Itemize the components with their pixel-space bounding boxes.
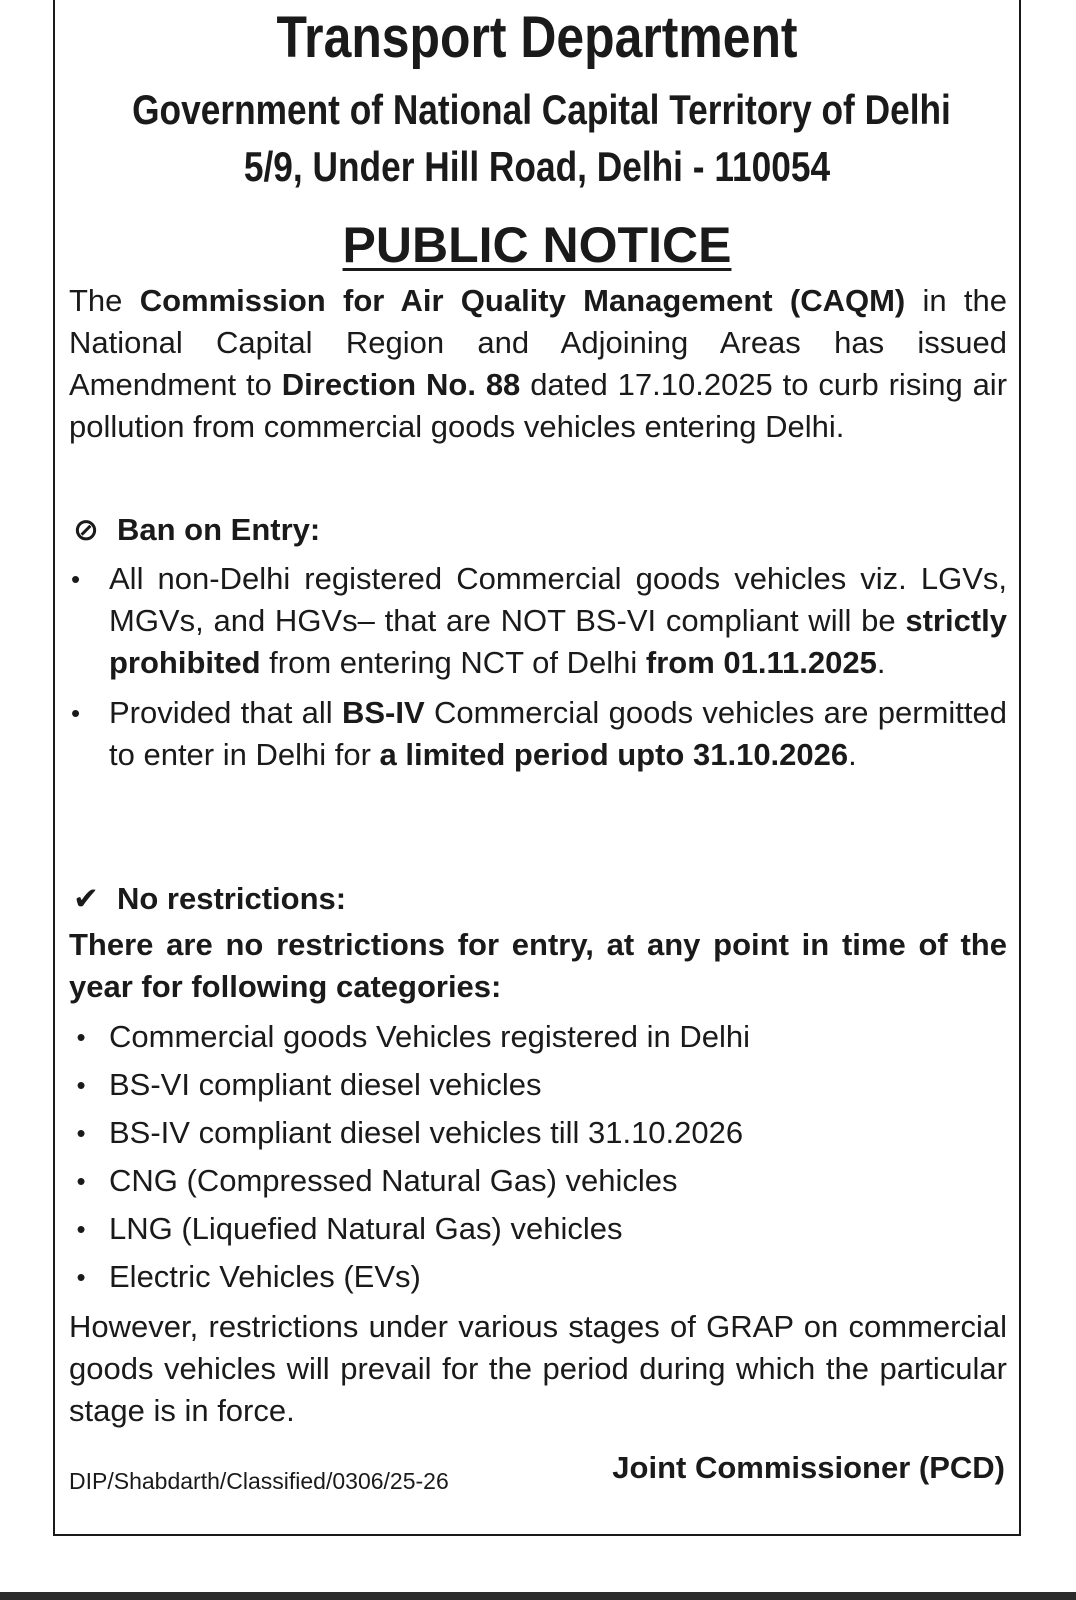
bullet-icon: •: [76, 1022, 86, 1052]
ban-item-bold: from 01.11.2025: [645, 645, 877, 680]
intro-text-3: dated 17.10.2025 to curb rising air pollution from commercial goods vehicles entering Delhi.: [69, 367, 1008, 444]
ban-item-text: .: [876, 645, 886, 680]
category-text: CNG (Compressed Natural Gas) vehicles: [109, 1163, 678, 1198]
no-restrictions-heading: [69, 878, 346, 920]
exempt-category-list: [69, 1016, 1007, 1304]
intro-text-1: The: [69, 283, 140, 318]
ban-item-bold: strictly prohibited: [109, 603, 1007, 680]
list-item: [69, 558, 1007, 684]
ban-list: [69, 558, 1007, 784]
bullet-icon: •: [71, 698, 81, 728]
bullet-icon: •: [76, 1166, 86, 1196]
bullet-icon: •: [76, 1070, 86, 1100]
reference-number: DIP/Shabdarth/Classified/0306/25-26: [69, 1468, 449, 1494]
ban-item-text: All non-Delhi registered Commercial goods vehicles viz. LGVs, MGVs, and HGVs– that are NOT BS-VI compliant will be: [109, 561, 1007, 638]
ban-item-text: from entering NCT of Delhi: [260, 645, 646, 680]
list-item: [69, 1064, 1007, 1106]
list-item: [69, 1160, 1007, 1202]
grap-note-paragraph: However, restrictions under various stages of GRAP on commercial goods vehicles will prevail for the period during which the particular stage is in force.: [69, 1309, 1007, 1428]
ban-item-bold: BS-IV: [341, 695, 425, 730]
list-item: [69, 692, 1007, 776]
bullet-icon: •: [76, 1214, 86, 1244]
government-name: Government of National Capital Territory of Delhi: [132, 86, 951, 133]
bottom-divider: [0, 1592, 1076, 1600]
ban-section-heading: [69, 509, 320, 551]
category-text: Commercial goods Vehicles registered in Delhi: [109, 1019, 750, 1054]
no-restrictions-intro: There are no restrictions for entry, at any point in time of the year for following categories:: [69, 927, 1007, 1004]
category-text: Electric Vehicles (EVs): [109, 1259, 421, 1294]
department-title: Transport Department: [276, 5, 798, 70]
prohibited-icon: ⊘: [73, 512, 99, 547]
list-item: [69, 1256, 1007, 1298]
list-item: [69, 1112, 1007, 1154]
notice-heading: PUBLIC NOTICE: [342, 217, 732, 273]
checkmark-icon: ✔: [73, 881, 99, 916]
ban-item-bold: a limited period upto 31.10.2026: [379, 737, 849, 772]
public-notice-frame: [53, 0, 1021, 1536]
intro-paragraph: [69, 280, 1007, 448]
category-text: BS-VI compliant diesel vehicles: [109, 1067, 542, 1102]
ban-item-text: Commercial goods vehicles are permitted to enter in Delhi for: [109, 695, 1007, 772]
category-text: LNG (Liquefied Natural Gas) vehicles: [109, 1211, 623, 1246]
ban-item-text: .: [848, 737, 857, 772]
ban-heading-text: Ban on Entry:: [117, 512, 321, 547]
intro-text-2: in the National Capital Region and Adjoining Areas has issued Amendment to: [69, 283, 1008, 402]
ban-item-text: Provided that all: [109, 695, 342, 730]
list-item: [69, 1208, 1007, 1250]
category-text: BS-IV compliant diesel vehicles till 31.10.2026: [109, 1115, 744, 1150]
bullet-icon: •: [76, 1118, 86, 1148]
intro-direction-number: Direction No. 88: [281, 367, 521, 402]
list-item: [69, 1016, 1007, 1058]
bullet-icon: •: [76, 1262, 86, 1292]
signatory: Joint Commissioner (PCD): [612, 1450, 1005, 1485]
no-restrictions-heading-text: No restrictions:: [117, 881, 347, 916]
department-address: 5/9, Under Hill Road, Delhi - 110054: [243, 143, 831, 190]
intro-commission-name: Commission for Air Quality Management (CAQM): [139, 283, 906, 318]
bullet-icon: •: [71, 564, 81, 594]
